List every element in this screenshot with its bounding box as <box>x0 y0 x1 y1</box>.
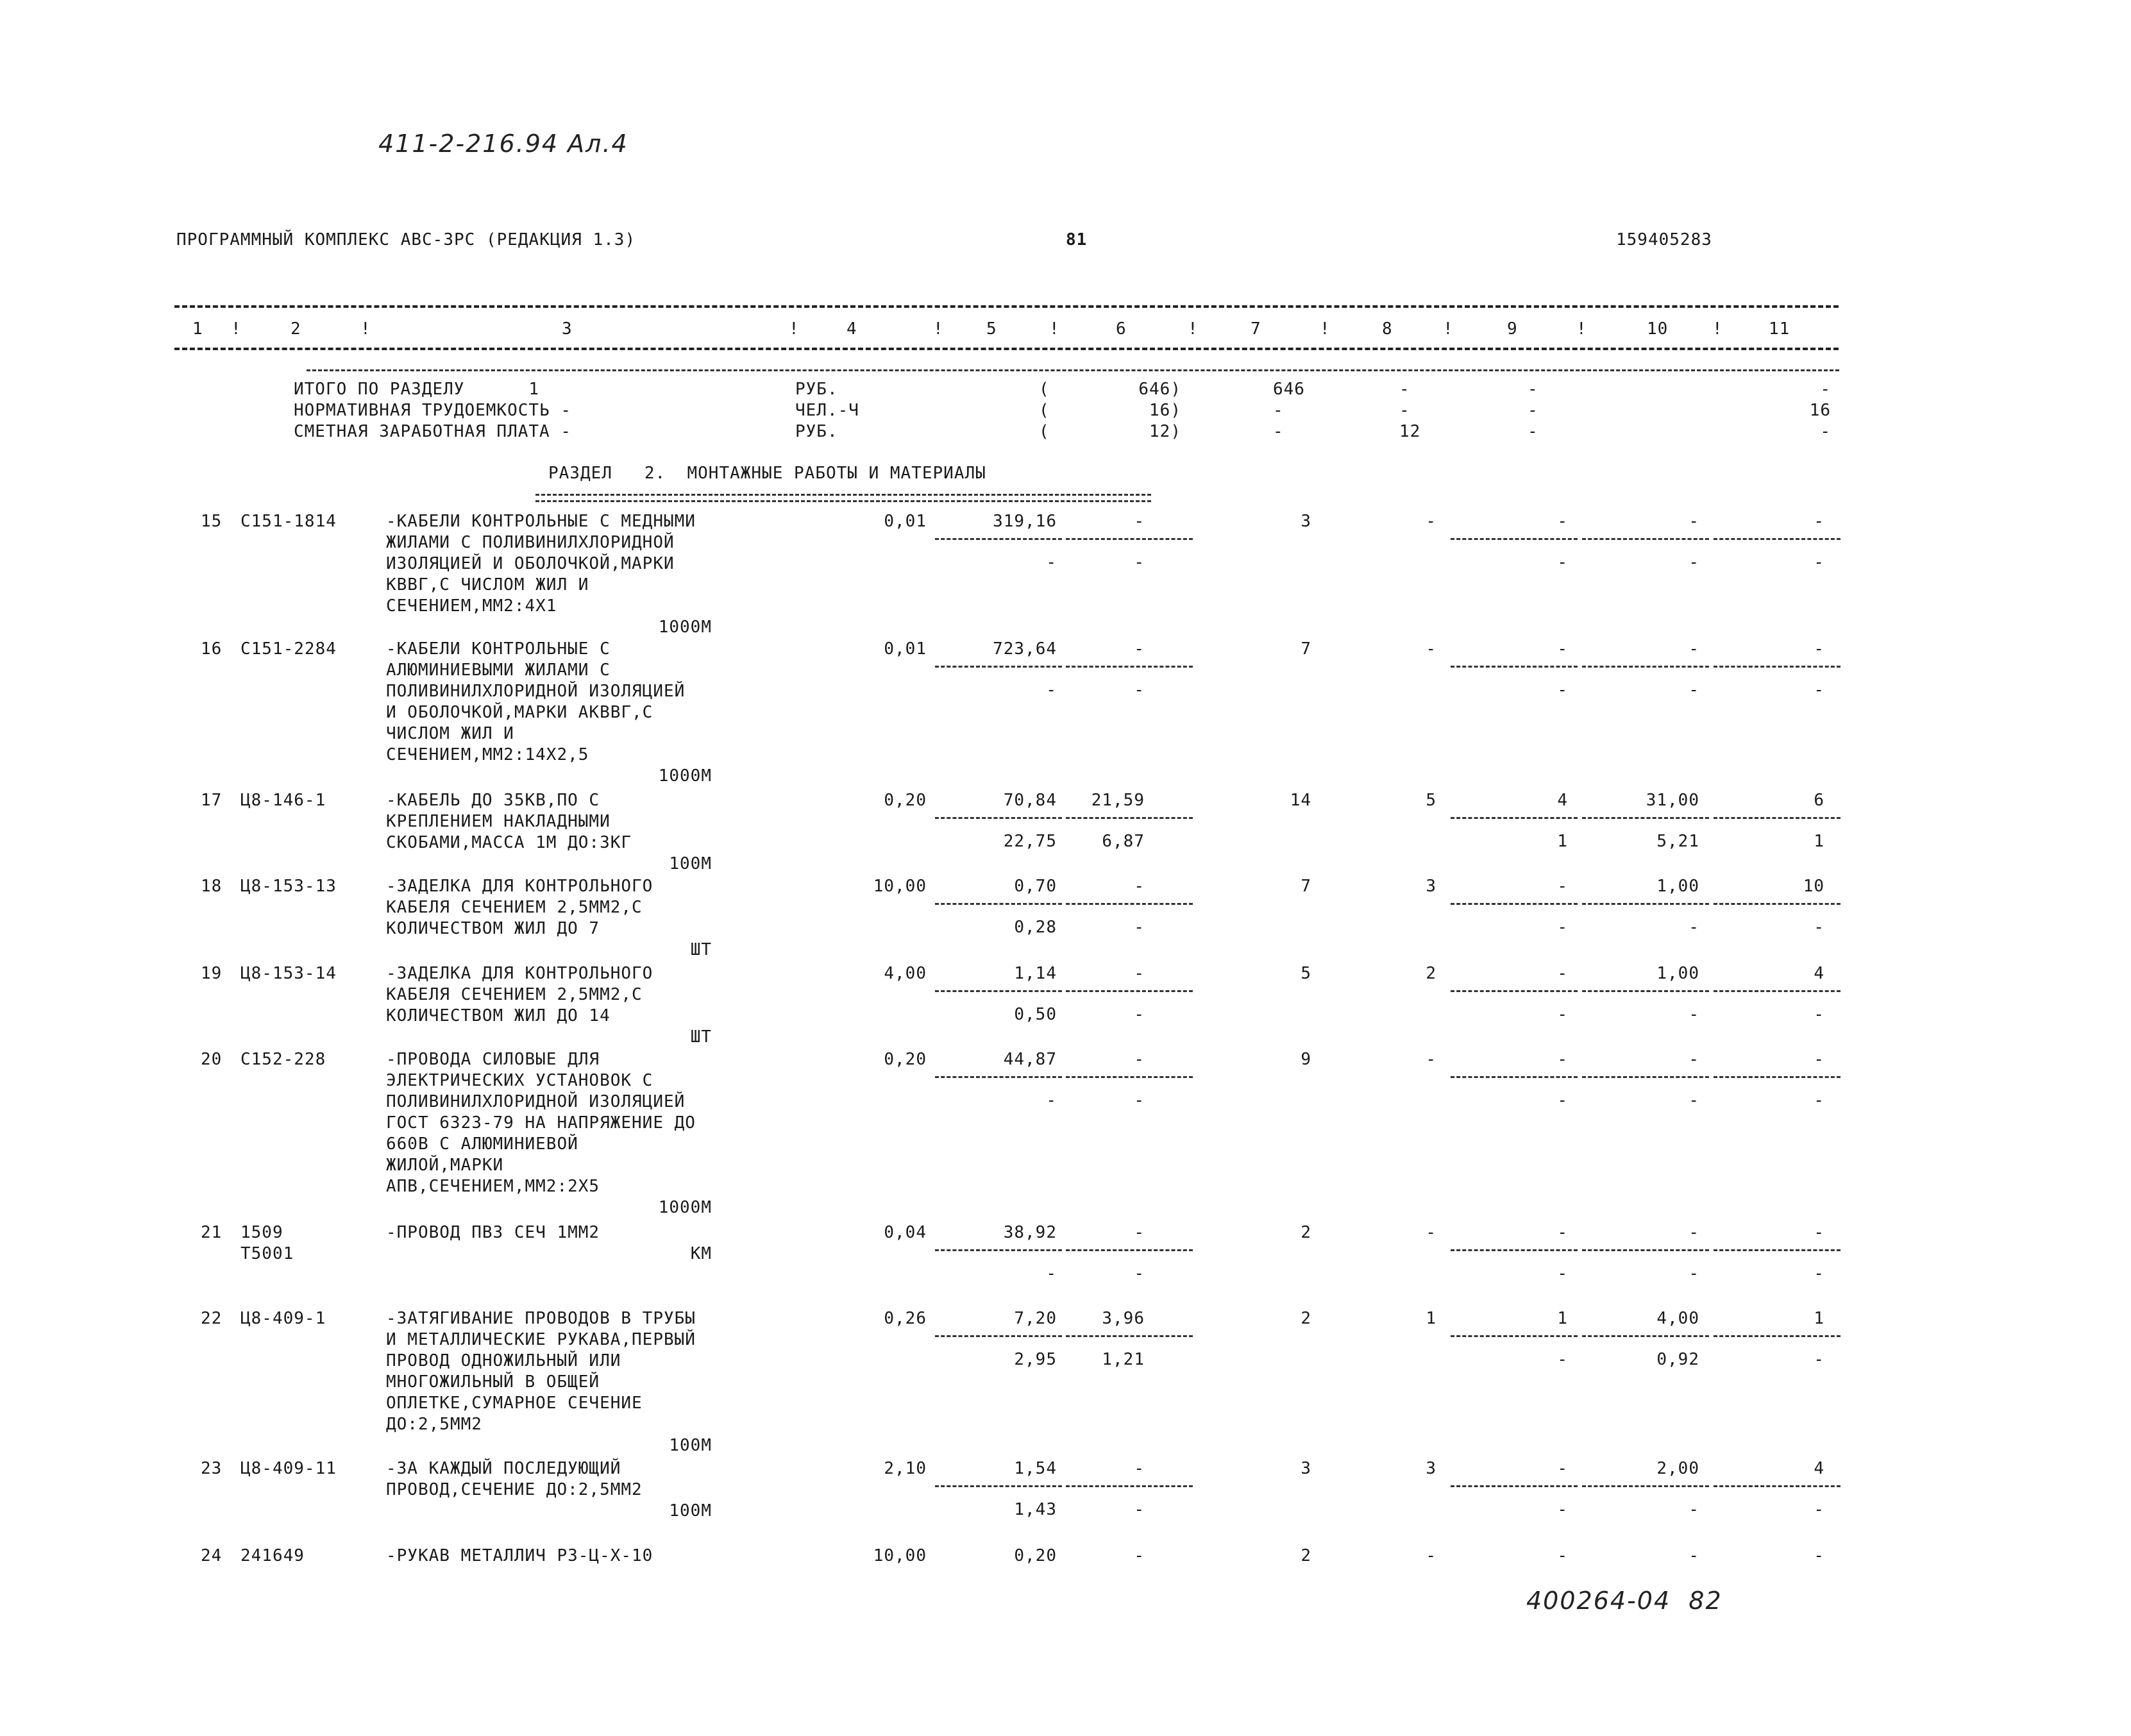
row-col8: - <box>1426 1223 1436 1242</box>
column-separator: ! <box>789 319 800 339</box>
sub-rule-col6 <box>1066 1249 1193 1251</box>
row-description-line: ЭЛЕКТРИЧЕСКИХ УСТАНОВОК С <box>386 1071 653 1090</box>
row-description-line: -ЗА КАЖДЫЙ ПОСЛЕДУЮЩИЙ <box>386 1459 621 1478</box>
row-col11: - <box>1814 1546 1824 1565</box>
row-col10: - <box>1689 1546 1699 1565</box>
totals-col9: - <box>1528 422 1538 441</box>
row-col6-bottom: 1,21 <box>1102 1350 1145 1369</box>
row-col9: - <box>1557 1223 1568 1242</box>
column-separator: ! <box>1188 319 1199 339</box>
row-col11-bottom: - <box>1814 553 1824 572</box>
row-description-line: АПВ,СЕЧЕНИЕМ,ММ2:2Х5 <box>386 1177 600 1196</box>
row-code: Ц8-146-1 <box>240 791 326 810</box>
row-col5: 44,87 <box>1003 1050 1057 1069</box>
row-col10-bottom: - <box>1689 553 1699 572</box>
row-col5: 1,14 <box>1014 964 1057 983</box>
sub-rule-col6 <box>1066 1076 1193 1078</box>
row-number: 19 <box>201 964 223 983</box>
row-col10: 1,00 <box>1656 877 1699 896</box>
row-number: 16 <box>201 639 223 659</box>
sub-rule-col9 <box>1451 1249 1578 1251</box>
row-qty: 4,00 <box>884 964 927 983</box>
handwritten-code-top: 411-2-216.94 Ал.4 <box>378 130 628 158</box>
row-qty: 0,26 <box>884 1309 927 1328</box>
sub-rule-col5 <box>935 538 1062 540</box>
row-description-line: -ЗАДЕЛКА ДЛЯ КОНТРОЛЬНОГО <box>386 877 653 896</box>
row-col5-bottom: - <box>1046 1264 1057 1283</box>
row-qty: 0,01 <box>884 639 927 659</box>
sub-rule-col5 <box>935 1249 1062 1251</box>
row-code: С151-2284 <box>240 639 337 659</box>
row-description-line: КОЛИЧЕСТВОМ ЖИЛ ДО 14 <box>386 1006 611 1025</box>
sub-rule-col11 <box>1714 1485 1840 1487</box>
sub-rule-col11 <box>1714 1335 1840 1337</box>
row-col5-bottom: 0,28 <box>1014 918 1057 937</box>
column-header-8: 8 <box>1382 319 1393 339</box>
row-col10-bottom: 0,92 <box>1656 1350 1699 1369</box>
row-col8: 3 <box>1426 877 1436 896</box>
handwritten-code-bottom: 400264-04 82 <box>1526 1587 1722 1615</box>
totals-unit: ЧЕЛ.-Ч <box>795 401 859 420</box>
sub-rule-col9 <box>1451 1076 1578 1078</box>
row-number: 24 <box>201 1546 223 1565</box>
row-number: 18 <box>201 877 223 896</box>
totals-label: СМЕТНАЯ ЗАРАБОТНАЯ ПЛАТА - <box>294 422 571 441</box>
sub-rule-col5 <box>935 1076 1062 1078</box>
row-code: Ц8-153-14 <box>240 964 337 983</box>
totals-rule <box>307 369 1839 371</box>
row-col5: 319,16 <box>993 512 1057 531</box>
column-separator: ! <box>1576 319 1587 339</box>
row-col8: - <box>1426 639 1436 659</box>
row-qty: 10,00 <box>873 1546 927 1565</box>
page-number: 81 <box>1066 230 1088 249</box>
row-col8: 1 <box>1426 1309 1436 1328</box>
sub-rule-col9 <box>1451 1485 1578 1487</box>
sub-rule-col6 <box>1066 990 1193 992</box>
row-col9-bottom: - <box>1557 1350 1568 1369</box>
row-col11: 4 <box>1814 964 1824 983</box>
row-description-line: КОЛИЧЕСТВОМ ЖИЛ ДО 7 <box>386 919 600 938</box>
row-description-line: -ЗАТЯГИВАНИЕ ПРОВОДОВ В ТРУБЫ <box>386 1309 696 1328</box>
section-title: РАЗДЕЛ 2. МОНТАЖНЫЕ РАБОТЫ И МАТЕРИАЛЫ <box>548 464 986 483</box>
row-description-line: ПОЛИВИНИЛХЛОРИДНОЙ ИЗОЛЯЦИЕЙ <box>386 682 686 701</box>
section-underline-2 <box>535 500 1151 502</box>
row-col6-bottom: 6,87 <box>1102 832 1145 851</box>
row-description-line: СЕЧЕНИЕМ,ММ2:4Х1 <box>386 596 557 616</box>
row-col8: 2 <box>1426 964 1436 983</box>
row-col7: 2 <box>1301 1223 1311 1242</box>
row-col9-bottom: - <box>1557 553 1568 572</box>
column-header-10: 10 <box>1647 319 1669 339</box>
row-description-line: КРЕПЛЕНИЕМ НАКЛАДНЫМИ <box>386 812 611 831</box>
row-unit: КМ <box>690 1244 712 1263</box>
row-col10: 31,00 <box>1646 791 1699 810</box>
sub-rule-col10 <box>1582 1335 1709 1337</box>
row-description-line: ЖИЛОЙ,МАРКИ <box>386 1156 504 1175</box>
sub-rule-col10 <box>1582 903 1709 905</box>
row-col9: 1 <box>1557 1309 1568 1328</box>
row-col9-bottom: - <box>1557 1005 1568 1024</box>
row-description-line: СЕЧЕНИЕМ,ММ2:14Х2,5 <box>386 745 589 764</box>
row-description-line: СКОБАМИ,МАССА 1М ДО:3КГ <box>386 833 632 852</box>
row-col8: - <box>1426 1050 1436 1069</box>
row-col11: - <box>1814 639 1824 659</box>
row-description-line: 660В С АЛЮМИНИЕВОЙ <box>386 1134 578 1154</box>
row-col7: 7 <box>1301 639 1311 659</box>
row-number: 22 <box>201 1309 223 1328</box>
row-col9-bottom: - <box>1557 1091 1568 1110</box>
totals-col11: - <box>1820 380 1831 399</box>
sub-rule-col11 <box>1714 1249 1840 1251</box>
row-description-line: ОПЛЕТКЕ,СУМАРНОЕ СЕЧЕНИЕ <box>386 1394 643 1413</box>
row-col9: - <box>1557 639 1568 659</box>
sub-rule-col6 <box>1066 903 1193 905</box>
row-col11: - <box>1814 1050 1824 1069</box>
row-code: 1509 <box>240 1223 283 1242</box>
row-unit: ШТ <box>690 1027 712 1047</box>
row-col6: - <box>1134 1223 1145 1242</box>
sub-rule-col11 <box>1714 903 1840 905</box>
row-number: 23 <box>201 1459 223 1478</box>
row-qty: 0,20 <box>884 1050 927 1069</box>
row-description-line: ЧИСЛОМ ЖИЛ И <box>386 724 514 743</box>
row-description-line: ЖИЛАМИ С ПОЛИВИНИЛХЛОРИДНОЙ <box>386 533 675 552</box>
totals-col9: - <box>1528 380 1538 399</box>
row-col7: 3 <box>1301 1459 1311 1478</box>
row-col6-bottom: - <box>1134 680 1145 700</box>
sub-rule-col5 <box>935 817 1062 819</box>
row-col11-bottom: - <box>1814 1005 1824 1024</box>
row-description-line: ПОЛИВИНИЛХЛОРИДНОЙ ИЗОЛЯЦИЕЙ <box>386 1092 686 1111</box>
row-col8: 5 <box>1426 791 1436 810</box>
row-col11-bottom: - <box>1814 918 1824 937</box>
row-col5-bottom: 22,75 <box>1003 832 1057 851</box>
sub-rule-col11 <box>1714 666 1840 668</box>
row-col10: - <box>1689 512 1699 531</box>
row-unit: 1000М <box>658 618 712 637</box>
row-col6-bottom: - <box>1134 1091 1145 1110</box>
row-code: С151-1814 <box>240 512 337 531</box>
sub-rule-col5 <box>935 1335 1062 1337</box>
row-col10: 1,00 <box>1656 964 1699 983</box>
column-header-6: 6 <box>1116 319 1127 339</box>
sub-rule-col5 <box>935 666 1062 668</box>
row-col10-bottom: - <box>1689 680 1699 700</box>
sub-rule-col10 <box>1582 990 1709 992</box>
row-col6: - <box>1134 1459 1145 1478</box>
totals-col8: - <box>1399 380 1410 399</box>
row-number: 15 <box>201 512 223 531</box>
row-col11-bottom: - <box>1814 1091 1824 1110</box>
row-col9-bottom: - <box>1557 1264 1568 1283</box>
sub-rule-col10 <box>1582 1249 1709 1251</box>
row-description-line: ДО:2,5ММ2 <box>386 1415 482 1434</box>
row-col5: 1,54 <box>1014 1459 1057 1478</box>
totals-col11: - <box>1820 422 1831 441</box>
totals-col7: - <box>1273 401 1284 420</box>
row-code: Ц8-153-13 <box>240 877 337 896</box>
totals-paren: ( <box>1039 422 1050 441</box>
row-description-line: -КАБЕЛЬ ДО 35КВ,ПО С <box>386 791 600 810</box>
row-col6-bottom: - <box>1134 918 1145 937</box>
sub-rule-col10 <box>1582 1485 1709 1487</box>
row-code: 241649 <box>240 1546 305 1565</box>
column-separator: ! <box>360 319 371 339</box>
sub-rule-col6 <box>1066 1335 1193 1337</box>
row-col6: 3,96 <box>1102 1309 1145 1328</box>
row-number: 21 <box>201 1223 223 1242</box>
row-col10-bottom: - <box>1689 1264 1699 1283</box>
row-col11-bottom: - <box>1814 1264 1824 1283</box>
row-col5: 0,70 <box>1014 877 1057 896</box>
row-description-line: -КАБЕЛИ КОНТРОЛЬНЫЕ С <box>386 639 611 659</box>
row-col6-bottom: - <box>1134 1500 1145 1519</box>
row-description-line: АЛЮМИНИЕВЫМИ ЖИЛАМИ С <box>386 661 611 680</box>
row-col7: 3 <box>1301 512 1311 531</box>
row-number: 20 <box>201 1050 223 1069</box>
row-unit: 100М <box>669 854 712 873</box>
row-col8: 3 <box>1426 1459 1436 1478</box>
row-col5: 723,64 <box>993 639 1057 659</box>
row-col10-bottom: - <box>1689 1091 1699 1110</box>
row-col7: 2 <box>1301 1546 1311 1565</box>
totals-col6: 646) <box>1138 380 1181 399</box>
row-description-line: МНОГОЖИЛЬНЫЙ В ОБЩЕЙ <box>386 1372 600 1392</box>
row-code: Ц8-409-1 <box>240 1309 326 1328</box>
totals-label: НОРМАТИВНАЯ ТРУДОЕМКОСТЬ - <box>294 401 571 420</box>
sub-rule-col11 <box>1714 990 1840 992</box>
sub-rule-col9 <box>1451 538 1578 540</box>
row-col11-bottom: - <box>1814 1500 1824 1519</box>
row-col11: 6 <box>1814 791 1824 810</box>
totals-paren: ( <box>1039 401 1050 420</box>
row-col6: - <box>1134 877 1145 896</box>
totals-col8: - <box>1399 401 1410 420</box>
row-col9-bottom: 1 <box>1557 832 1568 851</box>
row-col9-bottom: - <box>1557 680 1568 700</box>
row-col6-bottom: - <box>1134 1264 1145 1283</box>
row-description-line: ИЗОЛЯЦИЕЙ И ОБОЛОЧКОЙ,МАРКИ <box>386 554 675 573</box>
column-header-9: 9 <box>1507 319 1518 339</box>
row-col5: 7,20 <box>1014 1309 1057 1328</box>
sub-rule-col9 <box>1451 903 1578 905</box>
totals-col6: 12) <box>1149 422 1181 441</box>
row-col10-bottom: - <box>1689 1005 1699 1024</box>
totals-unit: РУБ. <box>795 422 838 441</box>
row-col10-bottom: 5,21 <box>1656 832 1699 851</box>
totals-label: ИТОГО ПО РАЗДЕЛУ 1 <box>294 380 540 399</box>
column-header-2: 2 <box>291 319 301 339</box>
row-col5: 38,92 <box>1003 1223 1057 1242</box>
row-col6-bottom: - <box>1134 1005 1145 1024</box>
sub-rule-col6 <box>1066 666 1193 668</box>
row-col11: 1 <box>1814 1309 1824 1328</box>
row-col9-bottom: - <box>1557 1500 1568 1519</box>
row-unit: 100М <box>669 1436 712 1455</box>
row-col11: - <box>1814 512 1824 531</box>
row-qty: 0,01 <box>884 512 927 531</box>
totals-col9: - <box>1528 401 1538 420</box>
row-col5: 0,20 <box>1014 1546 1057 1565</box>
column-separator: ! <box>1320 319 1331 339</box>
column-header-5: 5 <box>986 319 997 339</box>
row-description-line: КАБЕЛЯ СЕЧЕНИЕМ 2,5ММ2,С <box>386 985 643 1004</box>
row-col7: 5 <box>1301 964 1311 983</box>
row-col5: 70,84 <box>1003 791 1057 810</box>
row-col10: - <box>1689 1223 1699 1242</box>
row-col10-bottom: - <box>1689 1500 1699 1519</box>
totals-col6: 16) <box>1149 401 1181 420</box>
totals-col7: 646 <box>1273 380 1305 399</box>
totals-paren: ( <box>1039 380 1050 399</box>
row-description-line: -ПРОВОД ПВЗ СЕЧ 1ММ2 <box>386 1223 600 1242</box>
row-col6-bottom: - <box>1134 553 1145 572</box>
sub-rule-col11 <box>1714 817 1840 819</box>
totals-col7: - <box>1273 422 1284 441</box>
row-description-line: ПРОВОД,СЕЧЕНИЕ ДО:2,5ММ2 <box>386 1480 643 1499</box>
row-description-line: И ОБОЛОЧКОЙ,МАРКИ АКВВГ,С <box>386 703 653 722</box>
row-col8: - <box>1426 1546 1436 1565</box>
row-col10: - <box>1689 1050 1699 1069</box>
totals-unit: РУБ. <box>795 380 838 399</box>
row-col6: 21,59 <box>1091 791 1145 810</box>
column-separator: ! <box>1712 319 1723 339</box>
row-col9: - <box>1557 1546 1568 1565</box>
row-description-line: -ПРОВОДА СИЛОВЫЕ ДЛЯ <box>386 1050 600 1069</box>
row-description-line: ПРОВОД ОДНОЖИЛЬНЫЙ ИЛИ <box>386 1351 621 1370</box>
sub-rule-col9 <box>1451 666 1578 668</box>
program-title: ПРОГРАММНЫЙ КОМПЛЕКС АВС-3РС (РЕДАКЦИЯ 1.3) <box>176 230 636 249</box>
sub-rule-col9 <box>1451 990 1578 992</box>
row-col5-bottom: 0,50 <box>1014 1005 1057 1024</box>
sub-rule-col10 <box>1582 817 1709 819</box>
row-code: С152-228 <box>240 1050 326 1069</box>
row-unit: ШТ <box>690 940 712 959</box>
row-col11-bottom: - <box>1814 680 1824 700</box>
row-col8: - <box>1426 512 1436 531</box>
section-underline-1 <box>535 494 1151 496</box>
row-col9: - <box>1557 964 1568 983</box>
sub-rule-col10 <box>1582 538 1709 540</box>
totals-col8: 12 <box>1399 422 1421 441</box>
row-col7: 9 <box>1301 1050 1311 1069</box>
column-header-1: 1 <box>192 319 203 339</box>
row-unit: 1000М <box>658 1198 712 1217</box>
row-description-line: КАБЕЛЯ СЕЧЕНИЕМ 2,5ММ2,С <box>386 898 643 917</box>
row-col9: - <box>1557 877 1568 896</box>
row-unit: 1000М <box>658 766 712 786</box>
column-separator: ! <box>1049 319 1060 339</box>
sub-rule-col11 <box>1714 1076 1840 1078</box>
column-separator: ! <box>933 319 944 339</box>
row-description-line: И МЕТАЛЛИЧЕСКИЕ РУКАВА,ПЕРВЫЙ <box>386 1330 696 1349</box>
row-description-line: ГОСТ 6323-79 НА НАПРЯЖЕНИЕ ДО <box>386 1113 696 1133</box>
row-col6: - <box>1134 639 1145 659</box>
row-code: Ц8-409-11 <box>240 1459 337 1478</box>
sub-rule-col11 <box>1714 538 1840 540</box>
row-col11: 10 <box>1803 877 1824 896</box>
row-qty: 10,00 <box>873 877 927 896</box>
row-col6: - <box>1134 1050 1145 1069</box>
row-col9: - <box>1557 512 1568 531</box>
row-col7: 14 <box>1290 791 1311 810</box>
row-col6: - <box>1134 1546 1145 1565</box>
row-col7: 2 <box>1301 1309 1311 1328</box>
sub-rule-col5 <box>935 903 1062 905</box>
row-unit: 100М <box>669 1501 712 1521</box>
row-col5-bottom: - <box>1046 1091 1057 1110</box>
row-qty: 0,04 <box>884 1223 927 1242</box>
row-description-line: -ЗАДЕЛКА ДЛЯ КОНТРОЛЬНОГО <box>386 964 653 983</box>
column-header-3: 3 <box>562 319 573 339</box>
row-col5-bottom: 1,43 <box>1014 1500 1057 1519</box>
sub-rule-col10 <box>1582 666 1709 668</box>
row-col11: - <box>1814 1223 1824 1242</box>
row-code-2: Т5001 <box>240 1244 294 1263</box>
row-col11-bottom: 1 <box>1814 832 1824 851</box>
row-col10: - <box>1689 639 1699 659</box>
row-col5-bottom: 2,95 <box>1014 1350 1057 1369</box>
row-col10: 4,00 <box>1656 1309 1699 1328</box>
row-col6: - <box>1134 512 1145 531</box>
row-description-line: -КАБЕЛИ КОНТРОЛЬНЫЕ С МЕДНЫМИ <box>386 512 696 531</box>
totals-col11: 16 <box>1809 401 1831 420</box>
row-col11-bottom: - <box>1814 1350 1824 1369</box>
row-description-line: -РУКАВ МЕТАЛЛИЧ РЗ-Ц-Х-10 <box>386 1546 653 1565</box>
column-separator: ! <box>231 319 242 339</box>
doc-number: 159405283 <box>1616 230 1712 249</box>
row-qty: 2,10 <box>884 1459 927 1478</box>
sub-rule-col6 <box>1066 817 1193 819</box>
row-qty: 0,20 <box>884 791 927 810</box>
row-col9: - <box>1557 1459 1568 1478</box>
sub-rule-col9 <box>1451 817 1578 819</box>
row-number: 17 <box>201 791 223 810</box>
row-col6: - <box>1134 964 1145 983</box>
sub-rule-col6 <box>1066 1485 1193 1487</box>
row-col10-bottom: - <box>1689 918 1699 937</box>
row-col9: 4 <box>1557 791 1568 810</box>
row-col9: - <box>1557 1050 1568 1069</box>
row-col11: 4 <box>1814 1459 1824 1478</box>
column-header-7: 7 <box>1251 319 1261 339</box>
row-col10: 2,00 <box>1656 1459 1699 1478</box>
row-col9-bottom: - <box>1557 918 1568 937</box>
column-header-4: 4 <box>847 319 857 339</box>
column-header-11: 11 <box>1769 319 1790 339</box>
row-col7: 7 <box>1301 877 1311 896</box>
sub-rule-col6 <box>1066 538 1193 540</box>
row-col5-bottom: - <box>1046 680 1057 700</box>
table-header-rule <box>174 348 1839 350</box>
row-col5-bottom: - <box>1046 553 1057 572</box>
sub-rule-col10 <box>1582 1076 1709 1078</box>
sub-rule-col5 <box>935 990 1062 992</box>
row-description-line: КВВГ,С ЧИСЛОМ ЖИЛ И <box>386 575 589 594</box>
table-top-rule <box>174 305 1839 308</box>
column-separator: ! <box>1443 319 1454 339</box>
sub-rule-col5 <box>935 1485 1062 1487</box>
sub-rule-col9 <box>1451 1335 1578 1337</box>
